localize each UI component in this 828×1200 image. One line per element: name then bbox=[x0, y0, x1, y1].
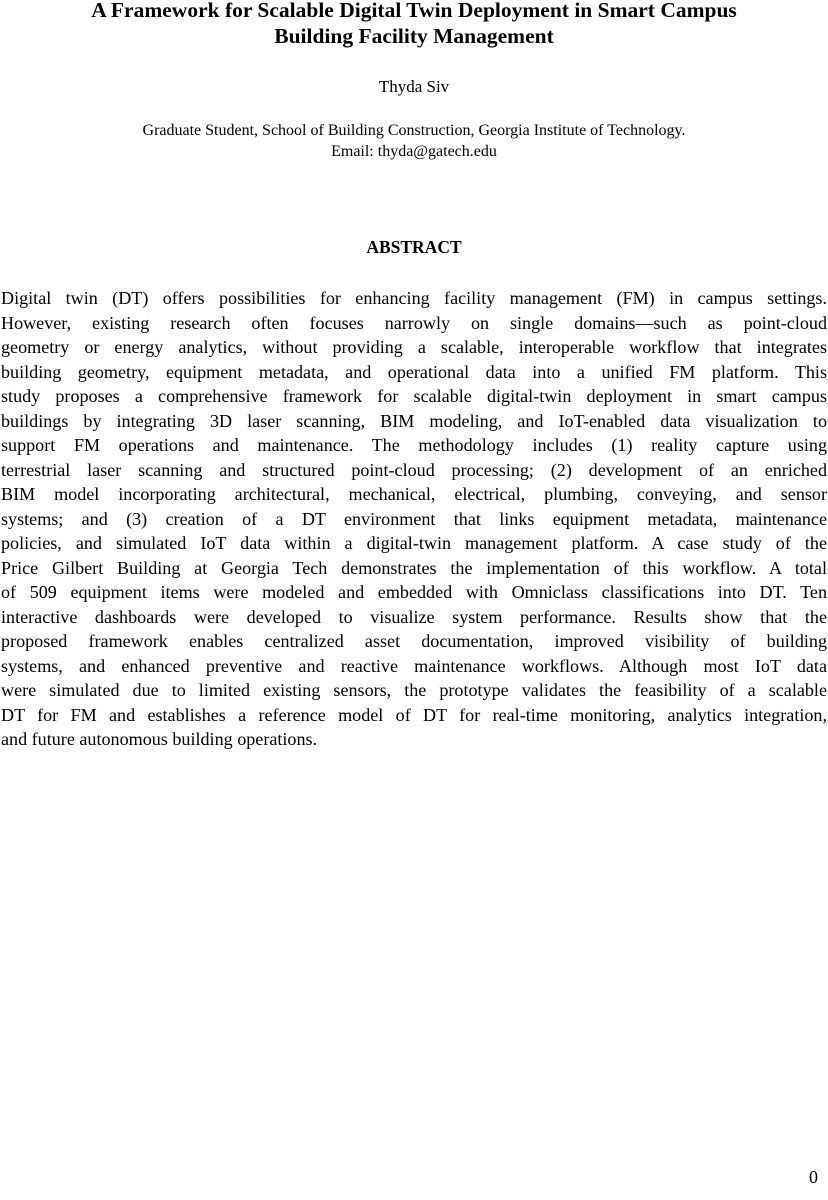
author-name: Thyda Siv bbox=[378, 77, 450, 96]
abstract-line: study proposes a comprehensive framework for scalable digital-twin deployment in smart campus bbox=[1, 386, 827, 406]
abstract-line: geometry or energy analytics, without providing a scalable, interoperable workflow that integrates bbox=[1, 337, 827, 357]
abstract-line: policies, and simulated IoT data within a digital-twin management platform. A case study of the bbox=[1, 533, 827, 553]
abstract-line: systems; and (3) creation of a DT environment that links equipment metadata, maintenance bbox=[1, 508, 827, 529]
abstract-line: buildings by integrating 3D laser scanning, BIM modeling, and IoT-enabled data visualization to bbox=[1, 410, 827, 431]
abstract-line: systems, and enhanced preventive and reactive maintenance workflows. Although most IoT data bbox=[1, 655, 827, 676]
abstract-line: building geometry, equipment metadata, and operational data into a unified FM platform. This bbox=[1, 361, 827, 382]
abstract-heading: ABSTRACT bbox=[366, 237, 462, 257]
abstract-line: BIM model incorporating architectural, mechanical, electrical, plumbing, conveying, and sensor bbox=[1, 484, 827, 504]
abstract-line: Price Gilbert Building at Georgia Tech demonstrates the implementation of this workflow. A total bbox=[1, 557, 827, 578]
paper-title-line: A Framework for Scalable Digital Twin Deployment in Smart Campus bbox=[91, 0, 737, 22]
abstract-line: were simulated due to limited existing sensors, the prototype validates the feasibility of a scalable bbox=[1, 680, 827, 700]
abstract-body bbox=[1, 286, 827, 752]
email-text: Email: thyda@gatech.edu bbox=[331, 143, 497, 160]
abstract-line: However, existing research often focuses narrowly on single domains—such as point-cloud bbox=[1, 312, 827, 333]
abstract-line: DT for FM and establishes a reference model of DT for real-time monitoring, analytics integration, bbox=[1, 704, 827, 725]
abstract-line: Digital twin (DT) offers possibilities for enhancing facility management (FM) in campus settings. bbox=[1, 288, 827, 308]
abstract-line: proposed framework enables centralized asset documentation, improved visibility of building bbox=[1, 631, 827, 651]
paper-title-line: Building Facility Management bbox=[274, 24, 554, 48]
paper-title bbox=[20, 0, 808, 49]
abstract-line: and future autonomous building operations. bbox=[1, 729, 318, 749]
abstract-line: support FM operations and maintenance. The methodology includes (1) reality capture using bbox=[1, 435, 827, 455]
abstract-line: of 509 equipment items were modeled and embedded with Omniclass classifications into DT. Ten bbox=[1, 582, 827, 602]
abstract-line: terrestrial laser scanning and structured point-cloud processing; (2) development of an enriched bbox=[1, 459, 827, 480]
page-number: 0 bbox=[809, 1167, 818, 1187]
author-affiliation-block bbox=[0, 120, 828, 162]
abstract-line: interactive dashboards were developed to visualize system performance. Results show that the bbox=[1, 606, 827, 627]
affiliation-text: Graduate Student, School of Building Construction, Georgia Institute of Technology. bbox=[142, 122, 686, 139]
